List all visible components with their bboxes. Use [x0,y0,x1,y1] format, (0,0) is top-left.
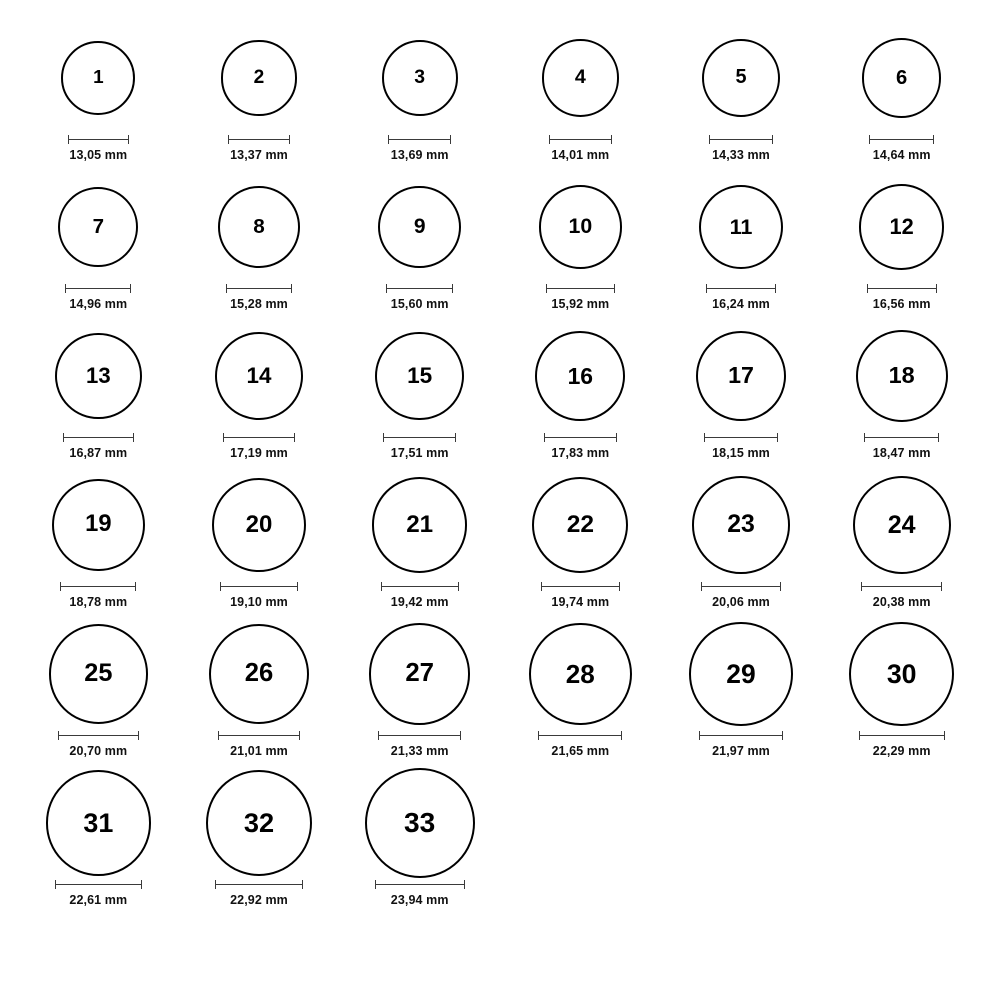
ring-size-number: 12 [889,214,914,240]
ring-size-number: 27 [405,659,435,688]
measure-bar [383,437,456,438]
ring-size-cell[interactable] [339,171,500,320]
measure-bar [65,288,131,289]
ring-size-cell[interactable] [500,171,661,320]
measure-bar [60,586,136,587]
ring-size-cell[interactable] [661,320,822,469]
ring-circle [532,477,628,573]
measure-bar [864,437,939,438]
measure-bar [541,586,620,587]
ring-size-cell[interactable] [821,171,982,320]
ring-size-cell[interactable] [179,469,340,618]
ring-size-number: 29 [726,658,756,689]
ring-size-number: 3 [414,66,426,89]
ring-circle-wrap [365,767,475,879]
ring-circle [218,186,299,267]
ring-circle [215,332,303,420]
measure-ruler [538,730,622,741]
ring-size-number: 21 [406,510,434,538]
ring-circle [382,40,458,116]
ring-circle-wrap [58,171,138,283]
ring-circle-wrap [856,320,948,432]
measure-ruler [375,879,465,890]
ring-circle [539,185,623,269]
measure-bar [704,437,779,438]
ring-circle [58,187,138,267]
ring-circle [542,39,619,116]
ring-circle [696,331,787,422]
ring-circle-wrap [532,469,628,581]
ring-diameter-label: 18,47 mm [872,446,931,460]
ring-diameter-label: 21,01 mm [230,744,288,758]
measure-bar [699,735,784,736]
ring-diameter-label: 18,15 mm [712,446,770,460]
ring-diameter-label: 13,05 mm [69,148,128,162]
measure-ruler [215,879,302,890]
ring-size-number: 8 [253,214,265,238]
ring-circle-wrap [46,767,152,879]
ring-circle [369,623,470,724]
ring-diameter-label: 21,97 mm [712,744,770,758]
ring-diameter-label: 20,70 mm [69,744,128,758]
ring-diameter-label: 16,87 mm [69,446,128,460]
ring-circle [375,332,464,421]
ring-circle [378,186,460,268]
measure-bar [220,586,297,587]
measure-ruler [226,283,293,294]
ring-diameter-label: 14,64 mm [872,148,931,162]
measure-ruler [706,283,775,294]
measure-ruler [58,730,139,741]
measure-bar [388,139,450,140]
ring-circle-wrap [369,618,470,730]
ring-circle [55,333,142,420]
measure-bar [381,586,459,587]
ring-circle-wrap [61,22,135,134]
measure-bar [546,288,615,289]
measure-bar [68,139,129,140]
measure-ruler [704,432,779,443]
ring-diameter-label: 22,61 mm [69,893,128,907]
ring-diameter-label: 14,33 mm [712,148,770,162]
ring-diameter-label: 15,28 mm [230,297,288,311]
ring-size-cell[interactable] [500,469,661,618]
ring-size-cell[interactable] [18,767,179,916]
ring-diameter-label: 17,51 mm [390,446,449,460]
ring-circle [61,41,135,115]
measure-bar [706,288,775,289]
measure-bar [861,586,942,587]
ring-circle [849,622,954,727]
ring-circle-wrap [542,22,619,134]
measure-ruler [65,283,131,294]
ring-circle-wrap [221,22,296,134]
measure-bar [549,139,612,140]
ring-size-cell[interactable] [821,22,982,171]
measure-ruler [867,283,937,294]
measure-bar [544,437,618,438]
ring-size-cell[interactable] [661,618,822,767]
ring-circle-wrap [689,618,793,730]
ring-size-number: 2 [253,67,265,89]
ring-circle-wrap [218,171,299,283]
measure-bar [538,735,622,736]
ring-circle-wrap [699,171,784,283]
ring-circle-wrap [859,171,945,283]
ring-size-cell[interactable] [339,767,500,916]
measure-ruler [859,730,945,741]
ring-circle [689,622,793,726]
ring-size-cell[interactable] [179,22,340,171]
ring-size-number: 7 [92,214,105,238]
ring-circle-wrap [215,320,303,432]
ring-circle [221,40,296,115]
measure-ruler [228,134,290,145]
ring-size-cell[interactable] [339,469,500,618]
measure-ruler [63,432,134,443]
ring-circle-wrap [55,320,142,432]
ring-circle-wrap [702,22,780,134]
ring-circle [365,768,475,878]
measure-ruler [68,134,129,145]
ring-size-number: 31 [83,807,114,838]
ring-diameter-label: 19,74 mm [551,595,610,609]
measure-bar [58,735,139,736]
measure-ruler [218,730,300,741]
ring-circle [862,38,941,117]
measure-bar [55,884,142,885]
ring-diameter-label: 16,56 mm [872,297,931,311]
ring-size-cell[interactable] [661,22,822,171]
ring-size-cell[interactable] [821,618,982,767]
measure-ruler [864,432,939,443]
measure-bar [223,437,295,438]
measure-ruler [60,581,136,592]
ring-circle-wrap [49,618,148,730]
ring-circle-wrap [382,22,458,134]
ring-size-cell[interactable] [18,320,179,469]
measure-bar [375,884,465,885]
measure-bar [869,139,934,140]
ring-size-number: 17 [728,362,754,389]
ring-circle-wrap [212,469,306,581]
ring-diameter-label: 21,65 mm [551,744,610,758]
ring-circle [212,478,306,572]
ring-diameter-label: 17,19 mm [230,446,288,460]
ring-circle-wrap [372,469,467,581]
ring-size-number: 13 [86,362,111,388]
measure-ruler [386,283,454,294]
measure-ruler [546,283,615,294]
ring-size-number: 6 [896,66,908,89]
ring-circle-wrap [206,767,313,879]
ring-diameter-label: 19,42 mm [390,595,449,609]
measure-ruler [381,581,459,592]
ring-size-number: 4 [574,66,586,89]
ring-circle [853,476,951,574]
ring-diameter-label: 23,94 mm [390,893,449,907]
ring-circle [859,184,945,270]
measure-ruler [378,730,461,741]
measure-ruler [220,581,297,592]
ring-size-number: 14 [246,362,272,388]
ring-diameter-label: 19,10 mm [230,595,288,609]
ring-diameter-label: 15,92 mm [551,297,610,311]
ring-size-number: 28 [565,658,595,689]
ring-circle-wrap [849,618,954,730]
ring-size-number: 20 [245,511,273,538]
ring-size-cell[interactable] [18,22,179,171]
ring-diameter-label: 13,37 mm [230,148,288,162]
ring-diameter-label: 16,24 mm [712,297,770,311]
ring-circle-wrap [52,469,145,581]
ring-circle [535,331,625,421]
measure-ruler [709,134,773,145]
measure-ruler [544,432,618,443]
measure-ruler [383,432,456,443]
ring-circle [702,39,780,117]
ring-diameter-label: 21,33 mm [390,744,449,758]
ring-size-cell[interactable] [179,618,340,767]
ring-circle-wrap [862,22,941,134]
ring-size-number: 33 [404,806,436,838]
ring-circle-wrap [692,469,789,581]
measure-ruler [701,581,781,592]
ring-circle-wrap [535,320,625,432]
ring-size-number: 10 [568,214,593,239]
ring-circle-wrap [696,320,787,432]
measure-bar [867,288,937,289]
ring-circle-wrap [375,320,464,432]
ring-diameter-label: 22,29 mm [872,744,931,758]
ring-size-cell[interactable] [179,320,340,469]
ring-size-number: 23 [727,510,755,538]
ring-diameter-label: 15,60 mm [390,297,449,311]
ring-size-number: 11 [729,214,753,240]
ring-diameter-label: 20,38 mm [872,595,931,609]
ring-diameter-label: 14,01 mm [551,148,610,162]
measure-bar [386,288,454,289]
measure-ruler [861,581,942,592]
ring-size-number: 25 [84,659,113,688]
measure-bar [218,735,300,736]
ring-size-number: 30 [886,658,917,689]
ring-size-cell[interactable] [661,469,822,618]
ring-circle [209,624,309,724]
ring-diameter-label: 20,06 mm [712,595,770,609]
ring-size-cell[interactable] [500,22,661,171]
ring-circle-wrap [209,618,309,730]
measure-bar [378,735,461,736]
ring-size-grid [18,22,982,916]
measure-bar [215,884,302,885]
ring-size-number: 1 [93,66,104,88]
ring-circle [699,185,784,270]
ring-circle-wrap [378,171,460,283]
ring-diameter-label: 13,69 mm [390,148,449,162]
ring-size-cell[interactable] [339,618,500,767]
measure-ruler [55,879,142,890]
ring-circle-wrap [529,618,631,730]
ring-size-cell[interactable] [179,171,340,320]
measure-bar [709,139,773,140]
ring-diameter-label: 22,92 mm [230,893,288,907]
ring-circle [49,624,148,723]
measure-ruler [549,134,612,145]
ring-size-number: 22 [566,510,594,538]
ring-size-number: 5 [735,66,747,89]
ring-diameter-label: 14,96 mm [69,297,128,311]
ring-size-number: 32 [243,807,275,839]
ring-size-cell[interactable] [18,469,179,618]
ring-size-cell[interactable] [18,171,179,320]
ring-size-cell[interactable] [500,320,661,469]
ring-circle-wrap [853,469,951,581]
measure-bar [228,139,290,140]
ring-diameter-label: 18,78 mm [69,595,128,609]
ring-circle [692,476,789,573]
measure-ruler [388,134,450,145]
ring-diameter-label: 17,83 mm [551,446,610,460]
measure-bar [701,586,781,587]
ring-size-number: 24 [887,510,916,539]
ring-circle [206,770,313,877]
ring-size-number: 15 [407,362,433,388]
measure-ruler [223,432,295,443]
ring-circle [372,477,467,572]
ring-circle-wrap [539,171,623,283]
ring-circle [856,330,948,422]
ring-circle [52,479,145,572]
ring-size-cell[interactable] [500,618,661,767]
ring-size-number: 19 [85,511,112,538]
ring-size-number: 9 [413,215,426,239]
ring-size-cell[interactable] [18,618,179,767]
ring-size-cell[interactable] [339,22,500,171]
measure-bar [226,288,293,289]
ring-circle [46,770,152,876]
ring-size-cell[interactable] [339,320,500,469]
measure-ruler [541,581,620,592]
measure-ruler [869,134,934,145]
ring-size-number: 26 [244,659,274,688]
measure-bar [859,735,945,736]
ring-size-cell[interactable] [179,767,340,916]
ring-size-cell[interactable] [821,469,982,618]
ring-size-cell[interactable] [661,171,822,320]
measure-bar [63,437,134,438]
ring-circle [529,623,631,725]
measure-ruler [699,730,784,741]
ring-size-cell[interactable] [821,320,982,469]
ring-size-number: 16 [567,362,594,389]
ring-size-number: 18 [888,362,915,389]
